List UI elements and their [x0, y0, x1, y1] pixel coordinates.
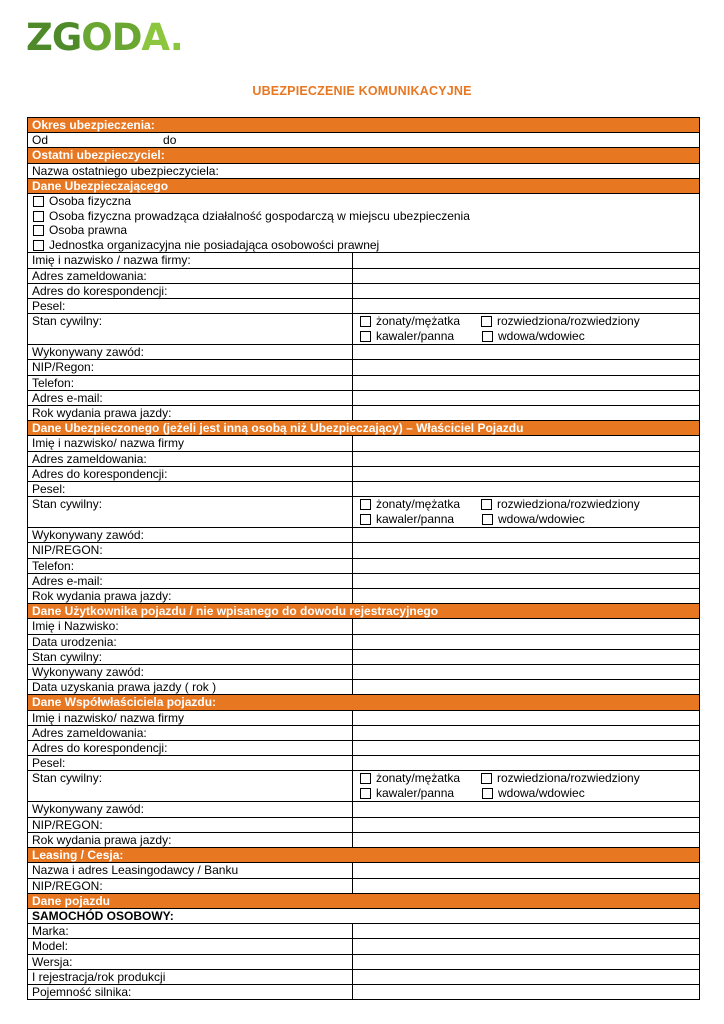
section-header-last-insurer: Ostatni ubezpieczyciel:: [28, 148, 700, 163]
field-label: Telefon:: [28, 558, 353, 573]
checkbox[interactable]: [360, 331, 371, 342]
field-value[interactable]: [353, 619, 700, 634]
option-widowed[interactable]: wdowa/wdowiec: [481, 512, 585, 526]
field-label: Wykonywany zawód:: [28, 665, 353, 680]
option-divorced[interactable]: rozwiedziona/rozwiedziony: [480, 771, 640, 785]
field-label: NIP/REGON:: [28, 543, 353, 558]
checkbox[interactable]: [360, 499, 371, 510]
field-value[interactable]: [353, 984, 700, 999]
checkbox[interactable]: [481, 316, 492, 327]
field-value[interactable]: [353, 299, 700, 314]
field-value[interactable]: [353, 466, 700, 481]
field-label: Adres e-mail:: [28, 390, 353, 405]
field-value[interactable]: [353, 573, 700, 588]
checkbox[interactable]: [482, 788, 493, 799]
option-widowed[interactable]: wdowa/wdowiec: [481, 329, 585, 343]
field-value[interactable]: [353, 375, 700, 390]
marital-status-options: [353, 497, 700, 528]
field-label: Imię i nazwisko/ nazwa firmy: [28, 710, 353, 725]
field-value[interactable]: [353, 710, 700, 725]
field-value[interactable]: [353, 665, 700, 680]
field-value[interactable]: [353, 253, 700, 268]
period-from-label: Od: [32, 133, 49, 148]
field-label: Stan cywilny:: [28, 314, 353, 345]
field-label: NIP/REGON:: [28, 817, 353, 832]
section-header-vehicle: Dane pojazdu: [28, 893, 700, 908]
field-label: Adres zameldowania:: [28, 725, 353, 740]
field-value[interactable]: [353, 268, 700, 283]
checkbox[interactable]: [33, 211, 44, 222]
section-header-period: Okres ubezpieczenia:: [28, 118, 700, 133]
period-to-label: do: [163, 133, 177, 148]
field-label: Wykonywany zawód:: [28, 345, 353, 360]
field-value[interactable]: [353, 283, 700, 298]
field-label: Adres e-mail:: [28, 573, 353, 588]
vehicle-type-heading: SAMOCHÓD OSOBOWY:: [28, 908, 700, 923]
insurance-form: [27, 117, 700, 1000]
field-value[interactable]: [353, 817, 700, 832]
field-value[interactable]: [353, 451, 700, 466]
option-widowed[interactable]: wdowa/wdowiec: [481, 786, 585, 800]
field-label: Stan cywilny:: [28, 497, 353, 528]
marital-status-options: [353, 314, 700, 345]
field-value[interactable]: [353, 725, 700, 740]
option-divorced[interactable]: rozwiedziona/rozwiedziony: [480, 497, 640, 511]
company-logo: ZGODA.: [26, 16, 183, 59]
field-label: Stan cywilny:: [28, 649, 353, 664]
field-value[interactable]: [353, 634, 700, 649]
field-label: Marka:: [28, 924, 353, 939]
field-value[interactable]: [353, 756, 700, 771]
checkbox[interactable]: [481, 773, 492, 784]
section-header-leasing: Leasing / Cesja:: [28, 848, 700, 863]
field-value[interactable]: [353, 924, 700, 939]
field-value[interactable]: [353, 436, 700, 451]
field-label: Data urodzenia:: [28, 634, 353, 649]
option-natural-person[interactable]: Osoba fizyczna: [32, 194, 699, 209]
field-value[interactable]: [353, 680, 700, 695]
field-value[interactable]: [353, 832, 700, 847]
field-label: NIP/REGON:: [28, 878, 353, 893]
checkbox[interactable]: [360, 773, 371, 784]
field-label: Nazwa i adres Leasingodawcy / Banku: [28, 863, 353, 878]
field-label: Model:: [28, 939, 353, 954]
field-label: Imię i nazwisko / nazwa firmy:: [28, 253, 353, 268]
field-label: Rok wydania prawa jazdy:: [28, 406, 353, 421]
checkbox[interactable]: [482, 331, 493, 342]
option-divorced[interactable]: rozwiedziona/rozwiedziony: [480, 314, 640, 328]
option-married[interactable]: żonaty/mężatka: [359, 771, 460, 785]
field-value[interactable]: [353, 649, 700, 664]
field-label: Adres do korespondencji:: [28, 283, 353, 298]
checkbox[interactable]: [33, 225, 44, 236]
checkbox[interactable]: [481, 499, 492, 510]
section-header-policyholder: Dane Ubezpieczającego: [28, 178, 700, 193]
checkbox[interactable]: [360, 788, 371, 799]
section-header-co-owner: Dane Współwłaściciela pojazdu:: [28, 695, 700, 710]
field-value[interactable]: [353, 878, 700, 893]
field-value[interactable]: [353, 345, 700, 360]
field-label: Adres zameldowania:: [28, 268, 353, 283]
checkbox[interactable]: [33, 196, 44, 207]
option-organizational-unit[interactable]: Jednostka organizacyjna nie posiadająca osobowości prawnej: [32, 238, 699, 253]
policyholder-type-options: [28, 194, 700, 253]
option-natural-person-business[interactable]: Osoba fizyczna prowadząca działalność gospodarczą w miejscu ubezpieczenia: [32, 209, 699, 224]
field-label: I rejestracja/rok produkcji: [28, 969, 353, 984]
checkbox[interactable]: [482, 514, 493, 525]
option-legal-person[interactable]: Osoba prawna: [32, 223, 699, 238]
field-label: Pojemność silnika:: [28, 984, 353, 999]
period-row[interactable]: [28, 133, 700, 148]
field-value[interactable]: [353, 406, 700, 421]
field-label: Adres zameldowania:: [28, 451, 353, 466]
field-value[interactable]: [353, 482, 700, 497]
checkbox[interactable]: [33, 240, 44, 251]
field-value[interactable]: [353, 939, 700, 954]
marital-status-options: [353, 771, 700, 802]
field-label: Pesel:: [28, 756, 353, 771]
last-insurer-row[interactable]: Nazwa ostatniego ubezpieczyciela:: [28, 163, 700, 178]
field-label: Pesel:: [28, 482, 353, 497]
page-title: UBEZPIECZENIE KOMUNIKACYJNE: [252, 84, 472, 98]
field-label: Rok wydania prawa jazdy:: [28, 832, 353, 847]
field-value[interactable]: [353, 360, 700, 375]
field-label: Rok wydania prawa jazdy:: [28, 589, 353, 604]
field-label: Wykonywany zawód:: [28, 528, 353, 543]
field-value[interactable]: [353, 969, 700, 984]
section-header-insured: Dane Ubezpieczonego (jeżeli jest inną osobą niż Ubezpieczający) – Właściciel Pojazdu: [28, 421, 700, 436]
checkbox[interactable]: [360, 316, 371, 327]
option-married[interactable]: żonaty/mężatka: [359, 314, 460, 328]
field-value[interactable]: [353, 390, 700, 405]
field-label: Stan cywilny:: [28, 771, 353, 802]
section-header-vehicle-user: Dane Użytkownika pojazdu / nie wpisanego do dowodu rejestracyjnego: [28, 604, 700, 619]
option-married[interactable]: żonaty/mężatka: [359, 497, 460, 511]
field-value[interactable]: [353, 802, 700, 817]
field-label: Data uzyskania prawa jazdy ( rok ): [28, 680, 353, 695]
field-label: Imię i nazwisko/ nazwa firmy: [28, 436, 353, 451]
field-value[interactable]: [353, 528, 700, 543]
field-label: Adres do korespondencji:: [28, 741, 353, 756]
checkbox[interactable]: [360, 514, 371, 525]
field-label: Pesel:: [28, 299, 353, 314]
field-label: Wersja:: [28, 954, 353, 969]
field-label: Imię i Nazwisko:: [28, 619, 353, 634]
field-label: Telefon:: [28, 375, 353, 390]
field-value[interactable]: [353, 954, 700, 969]
option-single[interactable]: kawaler/panna: [359, 786, 454, 800]
field-label: NIP/Regon:: [28, 360, 353, 375]
field-label: Wykonywany zawód:: [28, 802, 353, 817]
field-value[interactable]: [353, 558, 700, 573]
option-single[interactable]: kawaler/panna: [359, 329, 454, 343]
field-value[interactable]: [353, 543, 700, 558]
option-single[interactable]: kawaler/panna: [359, 512, 454, 526]
field-label: Adres do korespondencji:: [28, 466, 353, 481]
field-value[interactable]: [353, 863, 700, 878]
field-value[interactable]: [353, 741, 700, 756]
field-value[interactable]: [353, 589, 700, 604]
